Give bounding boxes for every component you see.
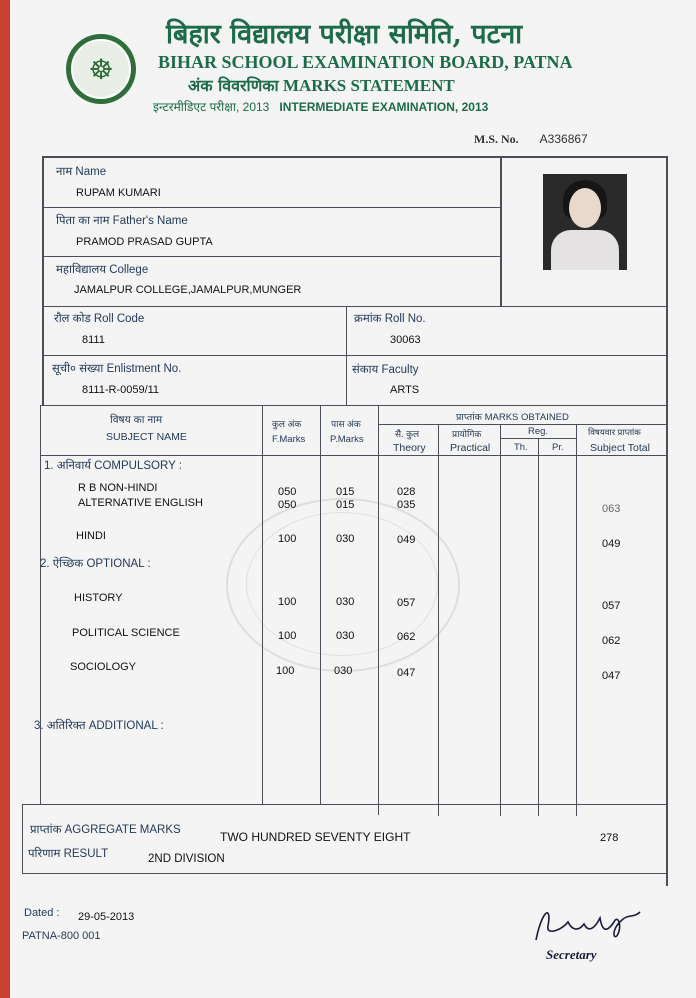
- ms-number: [474, 132, 588, 147]
- enlistment-label: सूची० संख्या Enlistment No.: [52, 363, 182, 375]
- reg-line: [500, 438, 576, 439]
- subject-rb-line1: R B NON-HINDI: [78, 482, 158, 494]
- compulsory-section: 1. अनिवार्य COMPULSORY :: [44, 460, 182, 472]
- fmarks-header: F.Marks: [272, 434, 306, 445]
- subject-political-science: POLITICAL SCIENCE: [72, 627, 180, 639]
- col-line-reg-split: [538, 438, 539, 816]
- optional-section: 2. ऐच्छिक OPTIONAL :: [40, 558, 151, 570]
- father-label: पिता का नाम Father's Name: [56, 215, 188, 227]
- hindi-theory: 049: [397, 534, 416, 546]
- row-line-3: [42, 306, 666, 307]
- col-line-total: [576, 424, 577, 816]
- theory-header: Theory: [393, 442, 426, 454]
- marks-statement: [10, 0, 696, 998]
- roll-no: 30063: [390, 334, 421, 346]
- roll-code-label: रौल कोड Roll Code: [54, 313, 145, 325]
- subject-header: SUBJECT NAME: [106, 431, 187, 443]
- board-title: BIHAR SCHOOL EXAMINATION BOARD, PATNA: [158, 52, 573, 72]
- name-label: नाम Name: [56, 166, 107, 178]
- dated-label: Dated :: [24, 907, 60, 919]
- socio-fmarks: 100: [276, 665, 295, 677]
- history-pmarks: 030: [336, 596, 355, 608]
- college-name: JAMALPUR COLLEGE,JAMALPUR,MUNGER: [74, 284, 302, 296]
- polsci-theory: 062: [397, 631, 416, 643]
- polsci-pmarks: 030: [336, 630, 355, 642]
- table-left: [40, 405, 41, 805]
- table-top: [40, 405, 666, 406]
- header-bottom: [40, 455, 666, 456]
- subject-rb-line2: ALTERNATIVE ENGLISH: [78, 497, 203, 509]
- result-label: परिणाम RESULT: [28, 848, 109, 860]
- row-line-1: [42, 207, 500, 208]
- exam-title-en: INTERMEDIATE EXAMINATION, 2013: [279, 100, 489, 114]
- rb-fmarks-2: 050: [278, 499, 297, 511]
- row-line-2: [42, 256, 500, 257]
- additional-section: 3. अतिरिक्त ADDITIONAL :: [34, 720, 164, 732]
- pmarks-hi: पास अंक: [331, 419, 361, 429]
- hindi-total: 049: [602, 538, 621, 550]
- polsci-fmarks: 100: [278, 630, 297, 642]
- frame-top: [42, 156, 666, 158]
- footer-box-bottom: [22, 873, 666, 874]
- ms-number-label: M.S. No.: [474, 132, 519, 146]
- student-photo: [543, 174, 627, 270]
- reg-th-header: Th.: [514, 442, 528, 453]
- socio-pmarks: 030: [334, 665, 353, 677]
- aggregate-label: प्राप्तांक AGGREGATE MARKS: [30, 824, 181, 836]
- total-header: Subject Total: [590, 442, 650, 454]
- result-value: 2ND DIVISION: [148, 853, 225, 865]
- faculty: ARTS: [390, 384, 420, 396]
- row-line-4: [42, 355, 666, 356]
- date: 29-05-2013: [78, 911, 135, 923]
- faculty-label: संकाय Faculty: [352, 364, 419, 376]
- subject-hi: विषय का नाम: [110, 414, 163, 426]
- father-name: PRAMOD PRASAD GUPTA: [76, 236, 213, 248]
- aggregate-value: 278: [600, 832, 619, 844]
- frame-left-upper: [42, 156, 44, 406]
- hindi-pmarks: 030: [336, 533, 355, 545]
- theory-hi: सै. कुल: [395, 429, 420, 439]
- subject-hindi: HINDI: [76, 530, 106, 542]
- reg-header: Reg.: [528, 426, 549, 437]
- pmarks-header: P.Marks: [330, 434, 364, 445]
- roll-code: 8111: [82, 334, 105, 346]
- secretary-label: Secretary: [546, 947, 597, 962]
- hindi-fmarks: 100: [278, 533, 297, 545]
- rb-fmarks-1: 050: [278, 486, 297, 498]
- ms-number-value: A336867: [539, 132, 588, 146]
- history-total: 057: [602, 600, 621, 612]
- photo-divider: [500, 156, 502, 306]
- frame-right: [666, 156, 668, 886]
- subject-sociology: SOCIOLOGY: [70, 661, 137, 673]
- aggregate-words: TWO HUNDRED SEVENTY EIGHT: [220, 830, 411, 844]
- footer-box-left: [22, 804, 23, 874]
- rb-theory-2: 035: [397, 499, 416, 511]
- polsci-total: 062: [602, 635, 621, 647]
- secretary-signature-icon: [522, 900, 652, 950]
- obtained-line: [378, 424, 666, 425]
- rb-pmarks-2: 015: [336, 499, 355, 511]
- socio-theory: 047: [397, 667, 416, 679]
- col-line-reg: [500, 424, 501, 816]
- enlistment-no: 8111-R-0059/11: [82, 384, 160, 396]
- total-hi: विषयवार प्राप्तांक: [588, 427, 641, 437]
- student-name: RUPAM KUMARI: [76, 187, 161, 199]
- exam-title: [153, 98, 488, 115]
- mid-divider: [346, 306, 347, 406]
- aggregate-top: [22, 804, 666, 805]
- board-title-hindi: बिहार विद्यालय परीक्षा समिति, पटना: [166, 19, 523, 50]
- rb-pmarks-1: 015: [336, 486, 355, 498]
- practical-hi: प्रायोगिक: [452, 429, 482, 439]
- rb-theory-1: 028: [397, 486, 416, 498]
- fmarks-hi: कुल अंक: [272, 419, 302, 429]
- reg-pr-header: Pr.: [552, 442, 564, 453]
- socio-total: 047: [602, 670, 621, 682]
- history-fmarks: 100: [278, 596, 297, 608]
- roll-no-label: क्रमांक Roll No.: [354, 313, 426, 325]
- exam-title-hindi: इन्टरमीडिएट परीक्षा, 2013: [153, 100, 270, 114]
- rb-total: 063: [602, 503, 621, 515]
- statement-title: [188, 74, 455, 96]
- obtained-header: प्राप्तांक MARKS OBTAINED: [456, 412, 569, 423]
- subject-history: HISTORY: [74, 592, 123, 604]
- history-theory: 057: [397, 597, 416, 609]
- statement-title-en: MARKS STATEMENT: [282, 76, 455, 95]
- college-label: महाविद्यालय College: [56, 264, 149, 276]
- place: PATNA-800 001: [22, 930, 101, 942]
- practical-header: Practical: [450, 442, 491, 454]
- board-seal-icon: ☸: [66, 34, 136, 104]
- statement-title-hindi: अंक विवरणिका: [188, 76, 279, 95]
